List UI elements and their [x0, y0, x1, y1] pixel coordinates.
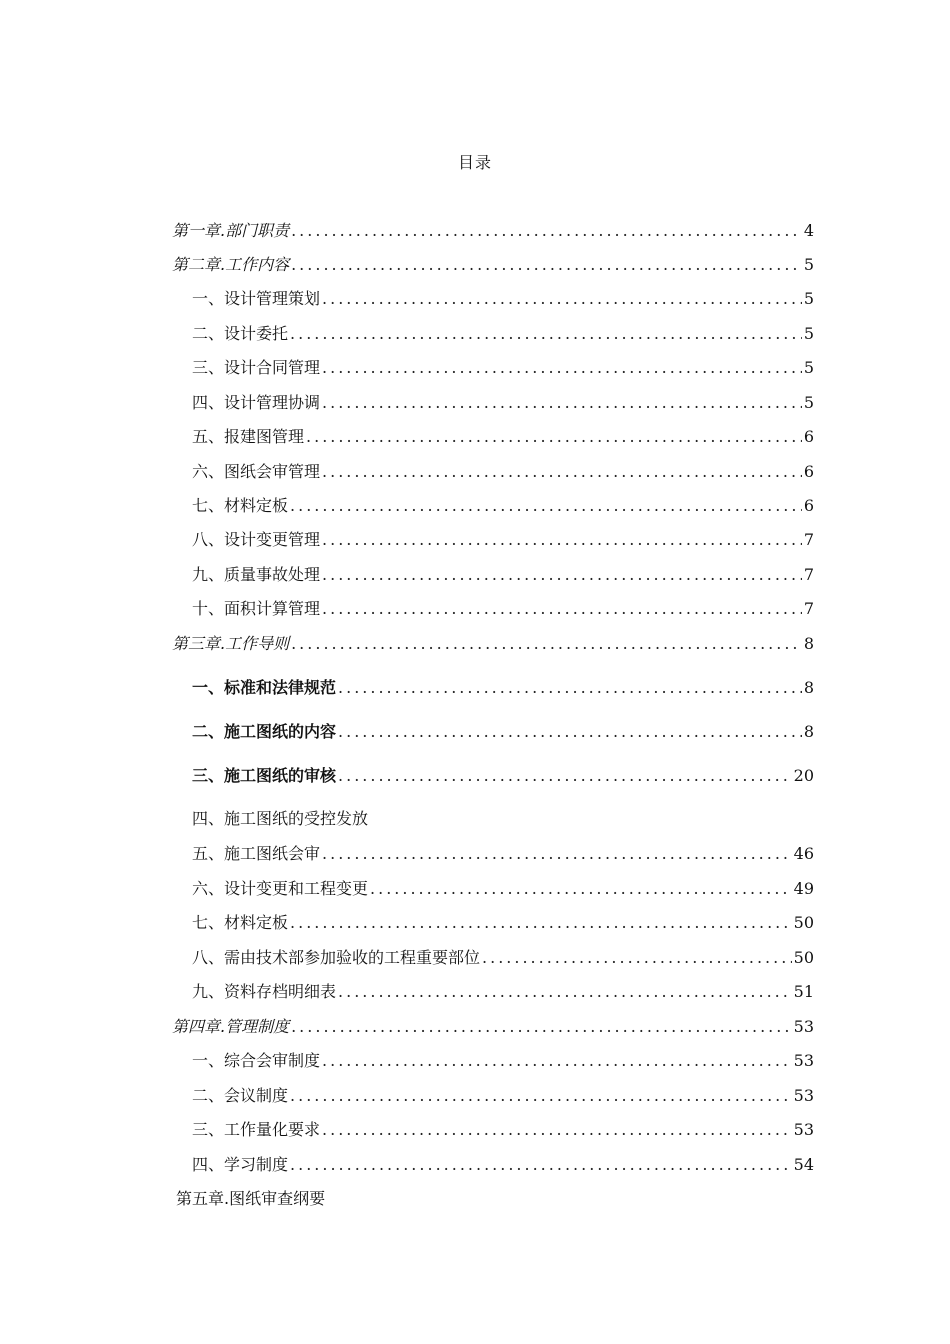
dot-leader — [290, 495, 802, 517]
toc-label: 面积计算管理 — [224, 599, 321, 618]
toc-page-number: 5 — [803, 289, 814, 308]
dot-leader — [322, 392, 802, 414]
toc-label: 二、施工图纸的内容 — [192, 722, 337, 741]
toc-entry[interactable] — [172, 910, 814, 934]
toc-page-number: 54 — [793, 1155, 814, 1174]
toc-page-number: 51 — [793, 982, 814, 1001]
dot-leader — [322, 357, 802, 379]
toc-label: 三、施工图纸的审核 — [192, 766, 337, 785]
toc-page-number: 8 — [803, 722, 814, 741]
toc-page-number: 53 — [793, 1017, 814, 1036]
toc-label: 设计变更管理 — [224, 530, 321, 549]
dot-leader — [370, 878, 792, 900]
toc-page-number: 8 — [803, 678, 814, 697]
dot-leader — [290, 1085, 792, 1107]
toc-label: 设计管理协调 — [224, 393, 321, 412]
toc-number: 十、 — [192, 599, 225, 618]
toc-page-number: 5 — [803, 324, 814, 343]
toc-page-number: 5 — [803, 393, 814, 412]
toc-label: 材料定板 — [224, 496, 289, 515]
toc-label: 九、资料存档明细表 — [192, 982, 337, 1001]
dot-leader — [322, 461, 802, 483]
toc-page-number: 7 — [803, 530, 814, 549]
toc-label: 设计管理策划 — [224, 289, 321, 308]
toc-page-number: 6 — [803, 462, 814, 481]
toc-entry[interactable] — [172, 424, 814, 448]
dot-leader — [306, 426, 802, 448]
toc-entry[interactable] — [172, 979, 814, 1003]
dot-leader — [338, 721, 802, 743]
toc-number: 二、 — [192, 324, 225, 343]
toc-entry[interactable] — [172, 806, 814, 830]
toc-page-number: 49 — [793, 879, 814, 898]
toc-entry[interactable] — [172, 459, 814, 483]
toc-label: 二、会议制度 — [192, 1086, 289, 1105]
toc-label: 四、学习制度 — [192, 1155, 289, 1174]
toc-number: 七、 — [192, 496, 225, 515]
toc-number: 三、 — [192, 358, 225, 377]
toc-label: 三、工作量化要求 — [192, 1120, 321, 1139]
toc-entry-chapter-1[interactable] — [172, 218, 814, 242]
toc-entry[interactable] — [172, 390, 814, 414]
toc-label: 设计委托 — [224, 324, 289, 343]
toc-entry[interactable] — [172, 1117, 814, 1141]
toc-entry[interactable] — [172, 596, 814, 620]
dot-leader — [290, 323, 802, 345]
toc-title: 目录 — [457, 153, 492, 172]
toc-entry[interactable] — [172, 1048, 814, 1072]
toc-label: 一、综合会审制度 — [192, 1051, 321, 1070]
dot-leader — [338, 677, 802, 699]
toc-label: 六、设计变更和工程变更 — [192, 879, 369, 898]
toc-entry-chapter-5[interactable] — [176, 1186, 818, 1210]
toc-entry[interactable] — [172, 493, 814, 517]
toc-entry[interactable] — [172, 945, 814, 969]
toc-page-number: 6 — [803, 496, 814, 515]
toc-page-number: 6 — [803, 427, 814, 446]
toc-entry[interactable] — [172, 763, 814, 787]
toc-entry[interactable] — [172, 527, 814, 551]
dot-leader — [322, 843, 792, 865]
toc-number: 九、 — [192, 565, 225, 584]
toc-label: 质量事故处理 — [224, 565, 321, 584]
dot-leader — [322, 288, 802, 310]
toc-page-number: 50 — [793, 913, 814, 932]
toc-label: 五、施工图纸会审 — [192, 844, 321, 863]
toc-entry[interactable] — [172, 719, 814, 743]
toc-entry[interactable] — [172, 1152, 814, 1176]
toc-entry[interactable] — [172, 841, 814, 865]
toc-entry-chapter-4[interactable] — [172, 1014, 814, 1038]
toc-page-number: 8 — [803, 634, 814, 653]
toc-page-number: 53 — [793, 1120, 814, 1139]
dot-leader — [291, 1016, 792, 1038]
dot-leader — [338, 765, 792, 787]
dot-leader — [322, 564, 802, 586]
toc-page-number: 5 — [803, 255, 814, 274]
toc-label: 一、标准和法律规范 — [192, 678, 337, 697]
toc-page-number: 46 — [793, 844, 814, 863]
toc-label: 第三章.工作导则 — [172, 634, 290, 653]
toc-number: 一、 — [192, 289, 225, 308]
toc-page-number: 20 — [793, 766, 814, 785]
toc-number: 六、 — [192, 462, 225, 481]
dot-leader — [322, 529, 802, 551]
dot-leader — [290, 912, 792, 934]
toc-number: 八、 — [192, 530, 225, 549]
toc-entry[interactable] — [172, 675, 814, 699]
toc-page-number: 7 — [803, 565, 814, 584]
dot-leader — [322, 598, 802, 620]
dot-leader — [322, 1119, 792, 1141]
dot-leader — [290, 1154, 792, 1176]
toc-label: 第二章.工作内容 — [172, 255, 290, 274]
toc-label: 设计合同管理 — [224, 358, 321, 377]
toc-page-number: 53 — [793, 1051, 814, 1070]
toc-page-number: 7 — [803, 599, 814, 618]
toc-entry-chapter-3[interactable] — [172, 631, 814, 655]
toc-entry[interactable] — [172, 562, 814, 586]
dot-leader — [291, 254, 802, 276]
toc-entry[interactable] — [172, 876, 814, 900]
toc-label: 第一章.部门职责 — [172, 221, 290, 240]
toc-label: 七、材料定板 — [192, 913, 289, 932]
toc-entry[interactable] — [172, 1083, 814, 1107]
dot-leader — [291, 220, 802, 242]
dot-leader — [291, 633, 802, 655]
toc-entry[interactable] — [172, 286, 814, 310]
toc-entry-chapter-2[interactable] — [172, 252, 814, 276]
toc-entry[interactable] — [172, 355, 814, 379]
toc-page-number: 5 — [803, 358, 814, 377]
toc-number: 五、 — [192, 427, 225, 446]
toc-label: 八、需由技术部参加验收的工程重要部位 — [192, 948, 481, 967]
toc-entry[interactable] — [172, 321, 814, 345]
toc-label: 图纸会审管理 — [224, 462, 321, 481]
toc-label: 报建图管理 — [224, 427, 305, 446]
toc-label: 四、施工图纸的受控发放 — [192, 809, 369, 828]
toc-number: 四、 — [192, 393, 225, 412]
toc-label: 第五章.图纸审查纲要 — [176, 1189, 326, 1208]
toc-page-number: 53 — [793, 1086, 814, 1105]
toc-page-number: 4 — [803, 221, 814, 240]
dot-leader — [482, 947, 792, 969]
dot-leader — [322, 1050, 792, 1072]
toc-label: 第四章.管理制度 — [172, 1017, 290, 1036]
dot-leader — [338, 981, 792, 1003]
toc-page-number: 50 — [793, 948, 814, 967]
